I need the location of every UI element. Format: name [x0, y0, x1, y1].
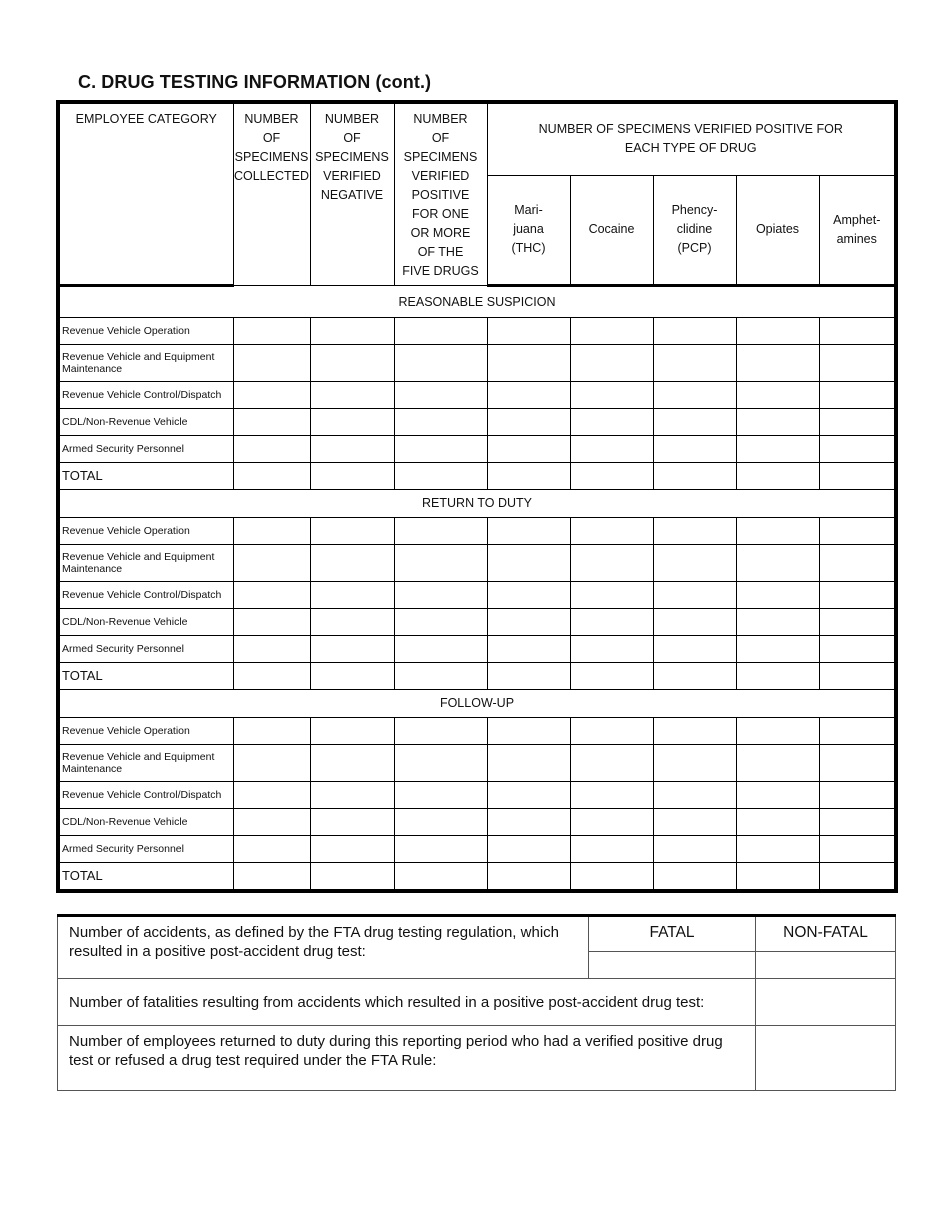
entry-cell[interactable] [653, 717, 736, 744]
entry-cell[interactable] [570, 744, 653, 781]
returned-to-duty-field[interactable] [756, 1026, 896, 1091]
entry-cell[interactable] [570, 835, 653, 862]
entry-cell[interactable] [233, 381, 310, 408]
entry-cell[interactable] [570, 862, 653, 891]
entry-cell[interactable] [570, 435, 653, 462]
entry-cell[interactable] [487, 717, 570, 744]
category-label: Revenue Vehicle Operation [58, 517, 233, 544]
entry-cell[interactable] [736, 517, 819, 544]
entry-cell[interactable] [394, 435, 487, 462]
entry-cell[interactable] [394, 581, 487, 608]
entry-cell[interactable] [570, 808, 653, 835]
entry-cell[interactable] [570, 544, 653, 581]
entry-cell[interactable] [653, 808, 736, 835]
entry-cell[interactable] [570, 462, 653, 489]
entry-cell[interactable] [487, 835, 570, 862]
category-label: Revenue Vehicle and Equipment Maintenance [58, 544, 233, 581]
header-specimens-collected: NUMBER OF SPECIMENS COLLECTED [233, 102, 310, 285]
fatalities-field[interactable] [756, 979, 896, 1026]
entry-cell[interactable] [394, 317, 487, 344]
entry-cell[interactable] [233, 517, 310, 544]
entry-cell[interactable] [819, 462, 896, 489]
entry-cell[interactable] [736, 381, 819, 408]
section-follow-up: FOLLOW-UP [58, 689, 896, 717]
entry-cell[interactable] [653, 408, 736, 435]
entry-cell[interactable] [233, 808, 310, 835]
entry-cell[interactable] [570, 608, 653, 635]
entry-cell[interactable] [233, 408, 310, 435]
entry-cell[interactable] [736, 862, 819, 891]
entry-cell[interactable] [310, 581, 394, 608]
accidents-question: Number of accidents, as defined by the FTA drug testing regulation, which resulted in a positive post-accident drug test: [58, 916, 589, 979]
entry-cell[interactable] [819, 517, 896, 544]
entry-cell[interactable] [487, 344, 570, 381]
entry-cell[interactable] [570, 635, 653, 662]
entry-cell[interactable] [819, 744, 896, 781]
category-label: CDL/Non-Revenue Vehicle [58, 608, 233, 635]
entry-cell[interactable] [570, 717, 653, 744]
entry-cell[interactable] [394, 781, 487, 808]
entry-cell[interactable] [310, 608, 394, 635]
header-positive-by-drug: NUMBER OF SPECIMENS VERIFIED POSITIVE FOR EACH TYPE OF DRUG [487, 102, 896, 175]
entry-cell[interactable] [487, 608, 570, 635]
entry-cell[interactable] [819, 717, 896, 744]
entry-cell[interactable] [819, 408, 896, 435]
entry-cell[interactable] [310, 462, 394, 489]
header-employee-category: EMPLOYEE CATEGORY [58, 102, 233, 285]
entry-cell[interactable] [653, 344, 736, 381]
entry-cell[interactable] [570, 381, 653, 408]
entry-cell[interactable] [570, 408, 653, 435]
entry-cell[interactable] [736, 344, 819, 381]
category-label: Revenue Vehicle and Equipment Maintenance [58, 744, 233, 781]
entry-cell[interactable] [487, 862, 570, 891]
entry-cell[interactable] [394, 662, 487, 689]
entry-cell[interactable] [487, 435, 570, 462]
entry-cell[interactable] [653, 381, 736, 408]
entry-cell[interactable] [310, 435, 394, 462]
entry-cell[interactable] [394, 635, 487, 662]
entry-cell[interactable] [653, 862, 736, 891]
entry-cell[interactable] [819, 635, 896, 662]
entry-cell[interactable] [736, 808, 819, 835]
entry-cell[interactable] [310, 517, 394, 544]
entry-cell[interactable] [819, 608, 896, 635]
entry-cell[interactable] [487, 381, 570, 408]
entry-cell[interactable] [233, 581, 310, 608]
entry-cell[interactable] [310, 635, 394, 662]
entry-cell[interactable] [736, 608, 819, 635]
entry-cell[interactable] [819, 544, 896, 581]
category-label: Revenue Vehicle Operation [58, 317, 233, 344]
entry-cell[interactable] [653, 781, 736, 808]
entry-cell[interactable] [310, 717, 394, 744]
entry-cell[interactable] [653, 662, 736, 689]
entry-cell[interactable] [487, 781, 570, 808]
entry-cell[interactable] [819, 835, 896, 862]
entry-cell[interactable] [570, 344, 653, 381]
header-drug-opiates: Opiates [736, 175, 819, 285]
entry-cell[interactable] [736, 781, 819, 808]
entry-cell[interactable] [310, 544, 394, 581]
entry-cell[interactable] [394, 408, 487, 435]
entry-cell[interactable] [819, 808, 896, 835]
entry-cell[interactable] [487, 635, 570, 662]
entry-cell[interactable] [736, 435, 819, 462]
entry-cell[interactable] [310, 744, 394, 781]
returned-to-duty-question: Number of employees returned to duty during this reporting period who had a verified positive drug test or refused a drug test required under the FTA Rule: [58, 1026, 756, 1091]
category-label: CDL/Non-Revenue Vehicle [58, 408, 233, 435]
entry-cell[interactable] [310, 662, 394, 689]
entry-cell[interactable] [310, 781, 394, 808]
entry-cell[interactable] [736, 717, 819, 744]
category-label: Revenue Vehicle Operation [58, 717, 233, 744]
entry-cell[interactable] [310, 862, 394, 891]
entry-cell[interactable] [653, 517, 736, 544]
header-drug-pcp: Phency- clidine (PCP) [653, 175, 736, 285]
entry-cell[interactable] [487, 517, 570, 544]
entry-cell[interactable] [819, 381, 896, 408]
category-label: Revenue Vehicle and Equipment Maintenance [58, 344, 233, 381]
category-label: Revenue Vehicle Control/Dispatch [58, 581, 233, 608]
entry-cell[interactable] [736, 408, 819, 435]
header-drug-marijuana: Mari- juana (THC) [487, 175, 570, 285]
entry-cell[interactable] [394, 462, 487, 489]
entry-cell[interactable] [736, 835, 819, 862]
entry-cell[interactable] [487, 408, 570, 435]
total-label: TOTAL [58, 862, 233, 891]
entry-cell[interactable] [653, 608, 736, 635]
entry-cell[interactable] [394, 608, 487, 635]
entry-cell[interactable] [487, 462, 570, 489]
category-label: Armed Security Personnel [58, 635, 233, 662]
fatal-accidents-field[interactable] [589, 952, 756, 979]
drug-testing-table [56, 100, 898, 893]
entry-cell[interactable] [653, 462, 736, 489]
entry-cell[interactable] [310, 835, 394, 862]
entry-cell[interactable] [653, 544, 736, 581]
entry-cell[interactable] [736, 581, 819, 608]
entry-cell[interactable] [736, 744, 819, 781]
entry-cell[interactable] [487, 744, 570, 781]
entry-cell[interactable] [487, 581, 570, 608]
entry-cell[interactable] [736, 662, 819, 689]
entry-cell[interactable] [736, 635, 819, 662]
entry-cell[interactable] [487, 317, 570, 344]
entry-cell[interactable] [233, 608, 310, 635]
section-return-to-duty: RETURN TO DUTY [58, 489, 896, 517]
entry-cell[interactable] [394, 517, 487, 544]
entry-cell[interactable] [819, 435, 896, 462]
entry-cell[interactable] [570, 317, 653, 344]
header-drug-cocaine: Cocaine [570, 175, 653, 285]
entry-cell[interactable] [233, 781, 310, 808]
entry-cell[interactable] [570, 581, 653, 608]
entry-cell[interactable] [233, 835, 310, 862]
entry-cell[interactable] [653, 635, 736, 662]
entry-cell[interactable] [819, 781, 896, 808]
entry-cell[interactable] [819, 862, 896, 891]
entry-cell[interactable] [819, 662, 896, 689]
entry-cell[interactable] [233, 462, 310, 489]
entry-cell[interactable] [233, 662, 310, 689]
entry-cell[interactable] [310, 408, 394, 435]
accident-summary-table [57, 914, 896, 1091]
category-label: Revenue Vehicle Control/Dispatch [58, 781, 233, 808]
header-drug-amphetamines: Amphet- amines [819, 175, 896, 285]
entry-cell[interactable] [487, 662, 570, 689]
header-verified-positive: NUMBER OF SPECIMENS VERIFIED POSITIVE FOR ONE OR MORE OF THE FIVE DRUGS [394, 102, 487, 285]
entry-cell[interactable] [570, 662, 653, 689]
entry-cell[interactable] [394, 381, 487, 408]
entry-cell[interactable] [233, 344, 310, 381]
entry-cell[interactable] [394, 344, 487, 381]
entry-cell[interactable] [736, 462, 819, 489]
entry-cell[interactable] [653, 835, 736, 862]
non-fatal-accidents-field[interactable] [756, 952, 896, 979]
entry-cell[interactable] [394, 544, 487, 581]
entry-cell[interactable] [394, 808, 487, 835]
fatalities-question: Number of fatalities resulting from accidents which resulted in a positive post-accident drug test: [58, 979, 756, 1026]
entry-cell[interactable] [736, 317, 819, 344]
category-label: CDL/Non-Revenue Vehicle [58, 808, 233, 835]
entry-cell[interactable] [310, 317, 394, 344]
entry-cell[interactable] [310, 381, 394, 408]
entry-cell[interactable] [653, 317, 736, 344]
total-label: TOTAL [58, 462, 233, 489]
entry-cell[interactable] [819, 581, 896, 608]
section-reasonable-suspicion: REASONABLE SUSPICION [58, 285, 896, 317]
non-fatal-label: NON-FATAL [756, 916, 896, 952]
entry-cell[interactable] [819, 344, 896, 381]
entry-cell[interactable] [570, 517, 653, 544]
entry-cell[interactable] [394, 744, 487, 781]
entry-cell[interactable] [487, 544, 570, 581]
entry-cell[interactable] [570, 781, 653, 808]
entry-cell[interactable] [233, 317, 310, 344]
entry-cell[interactable] [819, 317, 896, 344]
entry-cell[interactable] [233, 717, 310, 744]
entry-cell[interactable] [233, 544, 310, 581]
entry-cell[interactable] [653, 744, 736, 781]
category-label: Armed Security Personnel [58, 835, 233, 862]
entry-cell[interactable] [653, 435, 736, 462]
entry-cell[interactable] [310, 808, 394, 835]
entry-cell[interactable] [233, 862, 310, 891]
entry-cell[interactable] [394, 717, 487, 744]
category-label: Armed Security Personnel [58, 435, 233, 462]
entry-cell[interactable] [653, 581, 736, 608]
entry-cell[interactable] [310, 344, 394, 381]
entry-cell[interactable] [233, 744, 310, 781]
entry-cell[interactable] [487, 808, 570, 835]
entry-cell[interactable] [736, 544, 819, 581]
category-label: Revenue Vehicle Control/Dispatch [58, 381, 233, 408]
entry-cell[interactable] [394, 835, 487, 862]
page-title: C. DRUG TESTING INFORMATION (cont.) [78, 72, 432, 92]
total-label: TOTAL [58, 662, 233, 689]
fatal-label: FATAL [589, 916, 756, 952]
header-verified-negative: NUMBER OF SPECIMENS VERIFIED NEGATIVE [310, 102, 394, 285]
entry-cell[interactable] [394, 862, 487, 891]
entry-cell[interactable] [233, 635, 310, 662]
entry-cell[interactable] [233, 435, 310, 462]
